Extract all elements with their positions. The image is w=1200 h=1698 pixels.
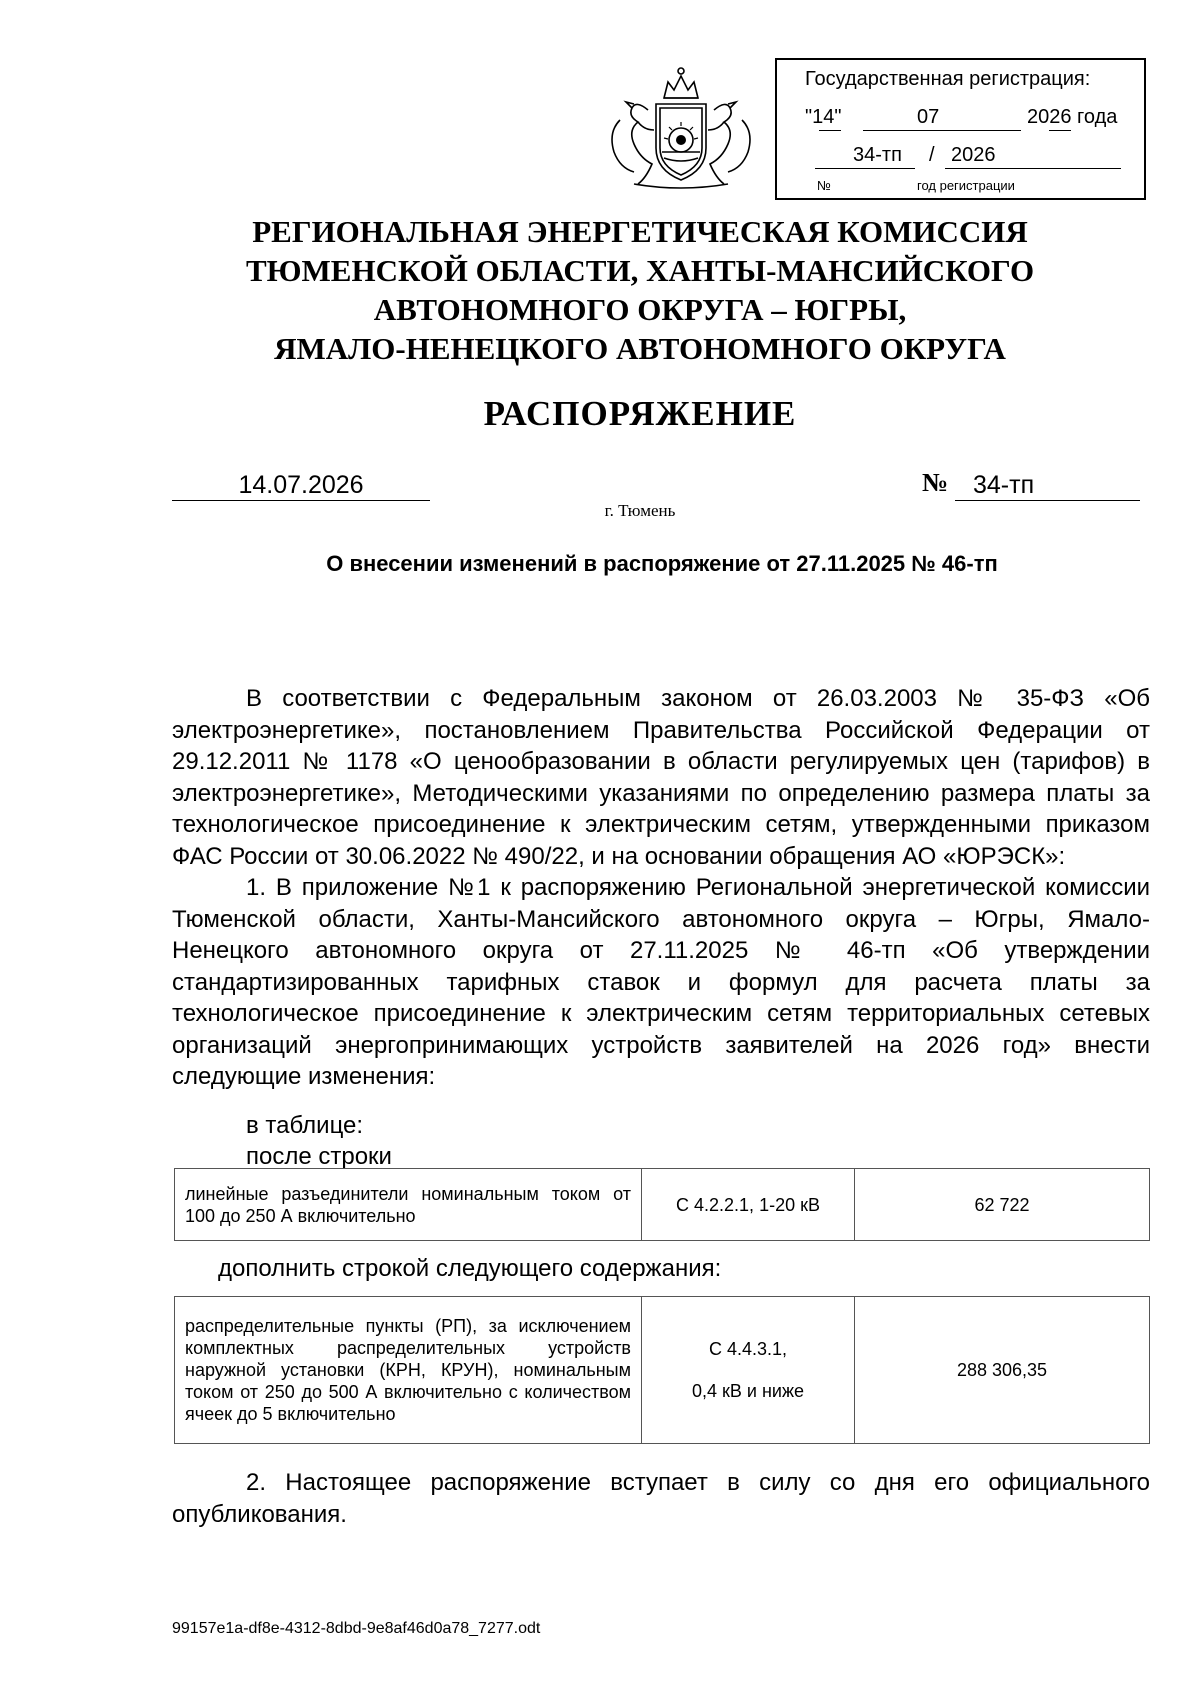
document-subject: О внесении изменений в распоряжение от 27.11.2025 № 46-тп — [326, 551, 998, 576]
registration-title: Государственная регистрация: — [805, 68, 1091, 90]
registration-number: 34-тп — [853, 144, 902, 166]
registration-separator: / — [929, 144, 935, 166]
existing-row-table — [174, 1168, 1150, 1241]
registration-date-line — [805, 106, 1135, 136]
registration-stamp — [775, 58, 1146, 200]
registration-reg-year: 2026 — [951, 144, 996, 166]
row-description: распределительные пункты (РП), за исключением комплектных распределительных устройств наружной установки (КРН, КРУН), номинальным током от 250 до 500 А включительно с количеством ячеек до 5 включительно — [175, 1297, 642, 1444]
paragraph-item-2: 2. Настоящее распоряжение вступает в силу со дня его официального опубликования. — [172, 1469, 1150, 1528]
year-caption: год регистрации — [917, 178, 1015, 193]
table-row — [175, 1169, 1150, 1241]
after-row-label: после строки — [246, 1143, 392, 1170]
day-underline — [819, 130, 841, 131]
number-underline — [815, 168, 915, 169]
paragraph-preamble: В соответствии с Федеральным законом от 26.03.2003 № 35-ФЗ «Об электроэнергетике», постановлением Правительства Российской Федерации от 29.12.2011 № 1178 «О ценообразовании в области регулируемых цен (тарифов) в электроэнергетике», Методическими указаниями по определению размера платы за технологическое присоединение к электрическим сетям, утвержденными приказом ФАС России от 30.06.2022 № 490/22, и на основании обращения АО «ЮРЭСК»: — [172, 685, 1150, 870]
coat-of-arms-icon — [598, 60, 764, 192]
number-caption: № — [817, 178, 831, 193]
add-row-label: дополнить строкой следующего содержания: — [218, 1255, 722, 1282]
organization-title — [190, 212, 1090, 368]
footer-file-name: 99157e1a-df8e-4312-8dbd-9e8af46d0a78_7277.odt — [172, 1620, 541, 1637]
registration-day: "14" — [805, 106, 842, 128]
row-description: линейные разъединители номинальным током от 100 до 250 А включительно — [175, 1169, 642, 1241]
row-code: С 4.2.2.1, 1-20 кВ — [642, 1169, 855, 1241]
org-line-2: ТЮМЕНСКОЙ ОБЛАСТИ, ХАНТЫ-МАНСИЙСКОГО — [245, 253, 1035, 288]
row-value: 62 722 — [855, 1169, 1150, 1241]
row-code — [642, 1297, 855, 1444]
row-value: 288 306,35 — [855, 1297, 1150, 1444]
in-table-label: в таблице: — [246, 1112, 364, 1139]
registration-number-line — [805, 144, 1135, 174]
registration-month: 07 — [917, 106, 940, 128]
year-underline — [1049, 130, 1071, 131]
registration-year: 2026 года — [1027, 106, 1118, 128]
document-city: г. Тюмень — [604, 501, 676, 520]
table-row — [175, 1297, 1150, 1444]
org-line-4: ЯМАЛО-НЕНЕЦКОГО АВТОНОМНОГО ОКРУГА — [274, 331, 1006, 366]
new-row-table — [174, 1296, 1150, 1444]
paragraph-item-1: 1. В приложение №1 к распоряжению Региональной энергетической комиссии Тюменской области, Ханты-Мансийского автономного округа – Югры, Ямало-Ненецкого автономного округа от 27.11.2025 № 46-тп «Об утверждении стандартизированных тарифных ставок и формул для расчета платы за технологическое присоединение к электрическим сетям территориальных сетевых организаций энергопринимающих устройств заявителей на 2026 год» внести следующие изменения: — [172, 874, 1150, 1090]
month-underline — [863, 130, 1021, 131]
document-number: 34-тп — [955, 470, 1140, 501]
document-type: РАСПОРЯЖЕНИЕ — [483, 394, 797, 433]
org-line-1: РЕГИОНАЛЬНАЯ ЭНЕРГЕТИЧЕСКАЯ КОМИССИЯ — [252, 214, 1028, 249]
row-code-line-1: С 4.4.3.1, — [708, 1339, 788, 1359]
reg-year-underline — [945, 168, 1121, 169]
row-code-line-2: 0,4 кВ и ниже — [691, 1381, 804, 1401]
document-date: 14.07.2026 — [172, 470, 430, 501]
number-label: № — [922, 468, 949, 497]
org-line-3: АВТОНОМНОГО ОКРУГА – ЮГРЫ, — [373, 292, 907, 327]
